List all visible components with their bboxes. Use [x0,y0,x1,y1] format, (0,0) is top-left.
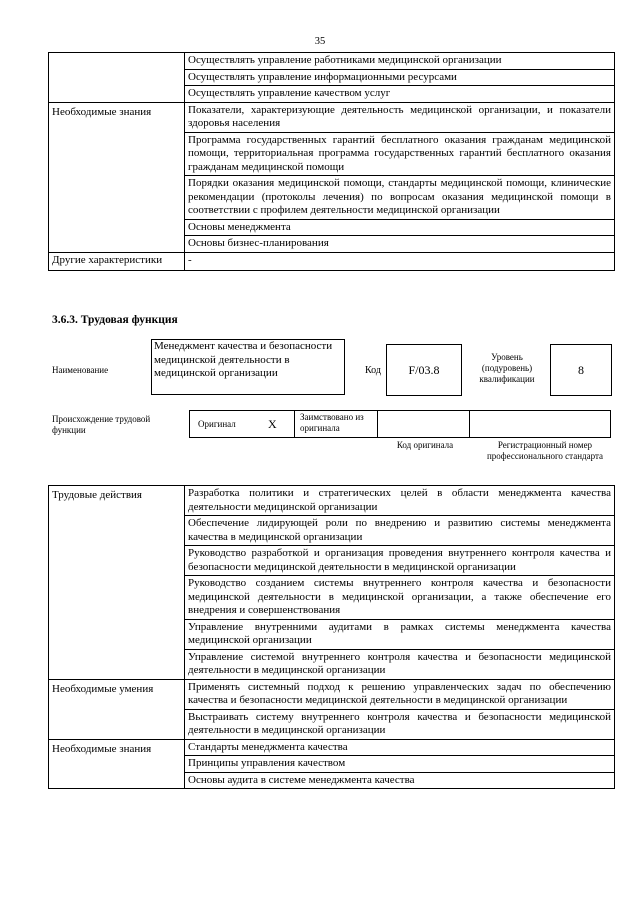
knowledge-item: Стандарты менеджмента качества [185,739,615,756]
action-item: Управление внутренними аудитами в рамках системы менеджмента качества медицинской организации [185,619,615,649]
table-row [49,102,615,132]
skill-item: Выстраивать систему внутреннего контроля качества и безопасности медицинской деятельности в медицинской организации [185,709,615,739]
action-item: Руководство разработкой и организация проведения внутреннего контроля качества и безопасности медицинской деятельности в медицинской организации [185,546,615,576]
action-item: Управление системой внутреннего контроля качества и безопасности медицинской деятельности в медицинской организации [185,649,615,679]
table-row [49,739,615,756]
action-item: Осуществлять управление информационными ресурсами [185,69,615,86]
empty-label-cell [49,53,185,103]
knowledge-item: Порядки оказания медицинской помощи, стандарты медицинской помощи, клинические рекомендации (протоколы лечения) по вопросам оказания медицинской помощи в соответствии с профилем деятельности медицинской организации [185,176,615,220]
original-label: Оригинал [198,419,236,429]
action-item: Руководство созданием системы внутреннего контроля качества и безопасности медицинской деятельности в медицинской организации, а также обеспечение его внедрения и совершенствования [185,576,615,620]
table-row [49,252,615,271]
name-label: Наименование [52,365,109,375]
name-value: Менеджмент качества и безопасности медицинской деятельности в медицинской организации [151,339,345,395]
other-label: Другие характеристики [49,252,185,271]
borrowed-label: Заимствовано из оригинала [300,412,364,433]
other-value: - [185,252,615,271]
action-item: Осуществлять управление качеством услуг [185,86,615,103]
actions-label: Трудовые действия [49,486,185,680]
origin-label: Происхождение трудовой функции [52,414,151,435]
top-table [48,52,615,271]
action-item: Осуществлять управление работниками медицинской организации [185,53,615,70]
table-row [49,53,615,70]
divider [377,410,378,438]
code-label: Код [365,365,381,376]
knowledge-item: Основы бизнес-планирования [185,236,615,253]
reg-number-caption: Регистрационный номер профессионального стандарта [486,440,604,461]
divider [294,410,295,438]
knowledge-item: Принципы управления качеством [185,756,615,773]
origin-code-caption: Код оригинала [396,440,454,450]
knowledge-item: Программа государственных гарантий бесплатного оказания гражданам медицинской помощи, территориальная программа государственных гарантий бесплатного оказания гражданам медицинской помощи [185,132,615,176]
knowledge-item: Основы менеджмента [185,219,615,236]
table-row [49,679,615,709]
bottom-table [48,485,615,789]
level-value: 8 [550,344,612,396]
origin-row [189,410,611,438]
action-item: Обеспечение лидирующей роли по внедрению и развитию системы менеджмента качества в медицинской организации [185,516,615,546]
table-row [49,486,615,516]
original-mark: X [268,417,277,431]
divider [469,410,470,438]
page-number: 35 [314,36,326,47]
skill-item: Применять системный подход к решению управленческих задач по обеспечению качества и безопасности медицинской деятельности в медицинской организации [185,679,615,709]
code-value: F/03.8 [386,344,462,396]
knowledge-label: Необходимые знания [49,739,185,789]
action-item: Разработка политики и стратегических целей в области менеджмента качества деятельности медицинской организации [185,486,615,516]
knowledge-item: Показатели, характеризующие деятельность медицинской организации, и показатели здоровья населения [185,102,615,132]
section-heading: 3.6.3. Трудовая функция [52,314,178,326]
knowledge-item: Основы аудита в системе менеджмента качества [185,772,615,789]
skills-label: Необходимые умения [49,679,185,739]
level-label: Уровень (подуровень) квалификации [479,352,535,384]
knowledge-label: Необходимые знания [49,102,185,252]
